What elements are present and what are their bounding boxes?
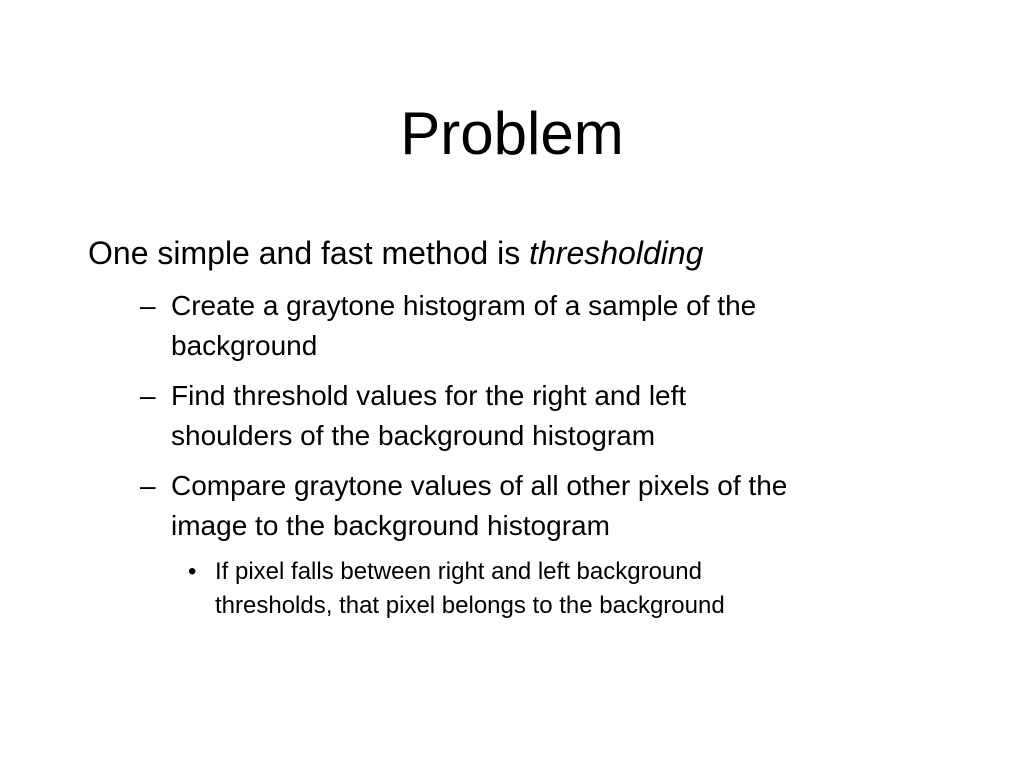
- dash-marker: –: [140, 470, 156, 501]
- slide-title: Problem: [400, 100, 624, 167]
- sub-bullet-line: Create a graytone histogram of a sample of the: [171, 290, 757, 321]
- main-bullet-text: One simple and fast method is: [88, 235, 530, 271]
- sub-sub-bullet-pixel: [188, 555, 888, 623]
- main-bullet: [88, 232, 703, 274]
- sub-bullet-line: Find threshold values for the right and left: [171, 380, 687, 411]
- sub-sub-bullet-line: thresholds, that pixel belongs to the background: [215, 592, 725, 619]
- sub-bullet-line: shoulders of the background histogram: [171, 420, 656, 451]
- sub-bullet-line: image to the background histogram: [171, 510, 610, 541]
- main-bullet-emphasis: thresholding: [529, 235, 704, 271]
- bullet-marker: •: [188, 558, 197, 585]
- sub-bullet-threshold: [140, 376, 940, 456]
- sub-sub-bullet-line: If pixel falls between right and left background: [215, 558, 702, 585]
- dash-marker: –: [140, 380, 156, 411]
- sub-bullet-line: Compare graytone values of all other pixels of the: [171, 470, 788, 501]
- sub-bullet-histogram: [140, 286, 940, 366]
- sub-bullet-line: background: [171, 330, 318, 361]
- sub-bullet-compare: [140, 466, 940, 546]
- dash-marker: –: [140, 290, 156, 321]
